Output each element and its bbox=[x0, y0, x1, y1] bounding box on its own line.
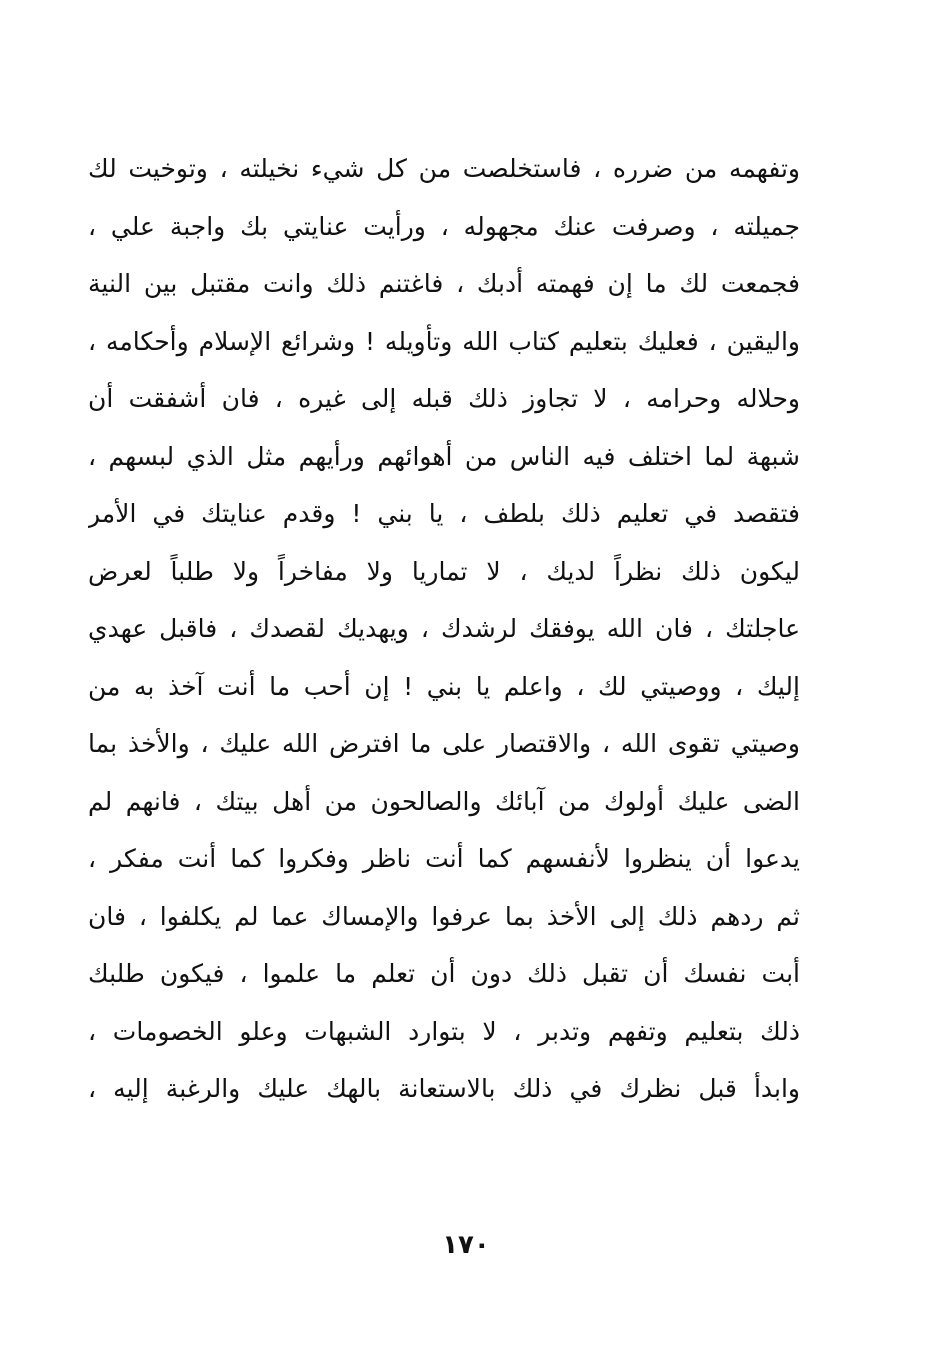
page-number: ١٧٠ bbox=[442, 1230, 490, 1260]
text-line: عاجلتك ، فان الله يوفقك لرشدك ، ويهديك لقصدك ، فاقبل عهدي bbox=[88, 614, 800, 643]
text-line: ليكون ذلك نظراً لديك ، لا تماريا ولا مفاخراً ولا طلباً لعرض bbox=[88, 556, 800, 586]
text-line: شبهة لما اختلف فيه الناس من أهوائهم ورأيهم مثل الذي لبسهم ، bbox=[88, 441, 800, 471]
text-line: فجمعت لك ما إن فهمته أدبك ، فاغتنم ذلك وانت مقتبل بين النية bbox=[88, 269, 800, 298]
text-line: وصيتي تقوى الله ، والاقتصار على ما افترض الله عليك ، والأخذ بما bbox=[88, 729, 800, 758]
body-text bbox=[88, 140, 800, 1118]
text-line: واليقين ، فعليك بتعليم كتاب الله وتأويله ! وشرائع الإسلام وأحكامه ، bbox=[88, 326, 800, 356]
text-line: يدعوا أن ينظروا لأنفسهم كما أنت ناظر وفكروا كما أنت مفكر ، bbox=[88, 844, 800, 873]
text-line: فتقصد في تعليم ذلك بلطف ، يا بني ! وقدم عنايتك في الأمر bbox=[88, 499, 800, 528]
text-line: وتفهمه من ضرره ، فاستخلصت من كل شيء نخيلته ، وتوخيت لك bbox=[88, 154, 800, 183]
text-line: وحلاله وحرامه ، لا تجاوز ذلك قبله إلى غيره ، فان أشفقت أن bbox=[88, 384, 800, 413]
text-line: أبت نفسك أن تقبل ذلك دون أن تعلم ما علموا ، فيكون طلبك bbox=[88, 959, 800, 988]
text-line: ذلك بتعليم وتفهم وتدبر ، لا بتوارد الشبهات وعلو الخصومات ، bbox=[88, 1016, 800, 1046]
text-line: ثم ردهم ذلك إلى الأخذ بما عرفوا والإمساك عما لم يكلفوا ، فان bbox=[88, 901, 800, 931]
text-line: الضى عليك أولوك من آبائك والصالحون من أهل بيتك ، فانهم لم bbox=[88, 786, 800, 816]
text-line: إليك ، ووصيتي لك ، واعلم يا بني ! إن أحب ما أنت آخذ به من bbox=[88, 671, 800, 701]
text-line: وابدأ قبل نظرك في ذلك بالاستعانة بالهك عليك والرغبة إليه ، bbox=[88, 1074, 800, 1103]
text-line: جميلته ، وصرفت عنك مجهوله ، ورأيت عنايتي بك واجبة علي ، bbox=[88, 211, 800, 241]
